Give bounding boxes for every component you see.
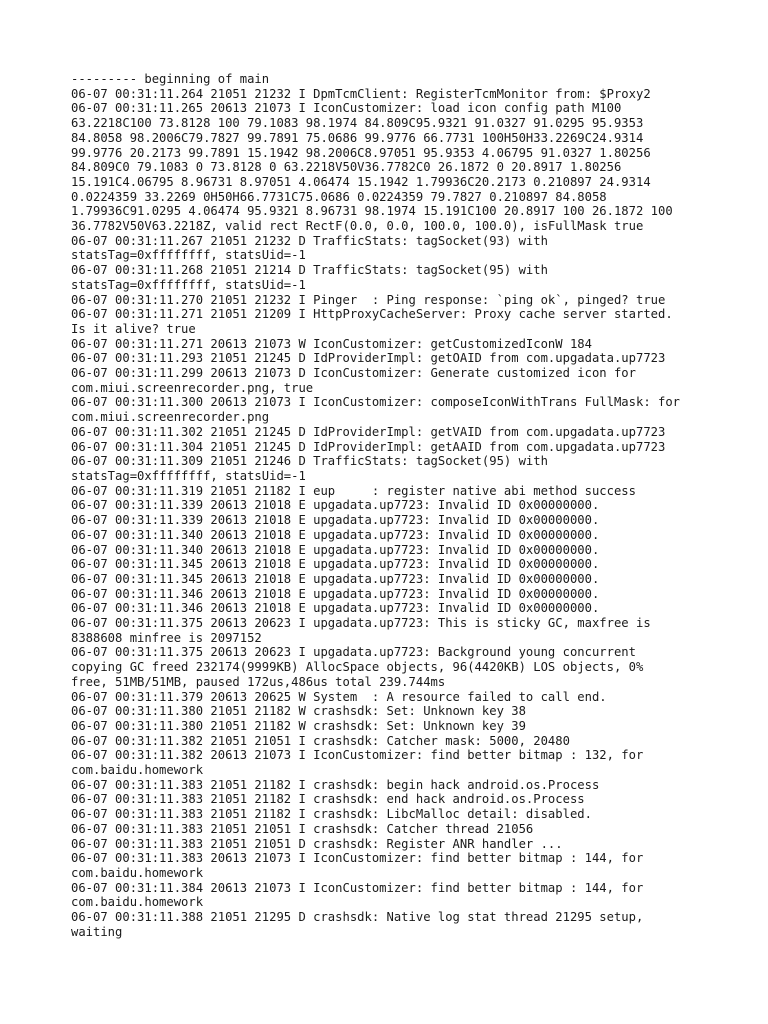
log-line: 06-07 00:31:11.382 21051 21051 I crashsdk: Catcher mask: 5000, 20480 xyxy=(71,733,570,748)
log-line: 06-07 00:31:11.319 21051 21182 I eup : register native abi method success xyxy=(71,483,636,498)
log-line: 06-07 00:31:11.339 20613 21018 E upgadata.up7723: Invalid ID 0x00000000. xyxy=(71,513,600,528)
log-line: statsTag=0xffffffff, statsUid=-1 xyxy=(71,468,306,483)
log-line: com.baidu.homework xyxy=(71,763,204,778)
log-line: 84.809C0 79.1083 0 73.8128 0 63.2218V50V36.7782C0 26.1872 0 20.8917 1.80256 xyxy=(71,160,622,175)
log-line: 06-07 00:31:11.309 21051 21246 D TrafficStats: tagSocket(95) with xyxy=(71,454,548,469)
log-line: 06-07 00:31:11.383 21051 21051 I crashsdk: Catcher thread 21056 xyxy=(71,821,534,836)
log-line: 06-07 00:31:11.388 21051 21295 D crashsdk: Native log stat thread 21295 setup, xyxy=(71,910,644,925)
log-line: 06-07 00:31:11.383 21051 21182 I crashsdk: begin hack android.os.Process xyxy=(71,777,600,792)
log-line: 06-07 00:31:11.304 21051 21245 D IdProviderImpl: getAAID from com.upgadata.up7723 xyxy=(71,439,666,454)
log-line: 06-07 00:31:11.302 21051 21245 D IdProviderImpl: getVAID from com.upgadata.up7723 xyxy=(71,424,666,439)
log-line: 63.2218C100 73.8128 100 79.1083 98.1974 84.809C95.9321 91.0327 91.0295 95.9353 xyxy=(71,116,644,131)
log-line: com.miui.screenrecorder.png xyxy=(71,410,270,425)
log-line: 06-07 00:31:11.340 20613 21018 E upgadata.up7723: Invalid ID 0x00000000. xyxy=(71,542,600,557)
log-line: 06-07 00:31:11.271 21051 21209 I HttpProxyCacheServer: Proxy cache server started. xyxy=(71,307,673,322)
log-line: 06-07 00:31:11.346 20613 21018 E upgadata.up7723: Invalid ID 0x00000000. xyxy=(71,601,600,616)
log-line: 06-07 00:31:11.380 21051 21182 W crashsdk: Set: Unknown key 39 xyxy=(71,718,526,733)
log-line: 06-07 00:31:11.384 20613 21073 I IconCustomizer: find better bitmap : 144, for xyxy=(71,880,644,895)
log-line: 99.9776 20.2173 99.7891 15.1942 98.2006C8.97051 95.9353 4.06795 91.0327 1.80256 xyxy=(71,145,651,160)
log-line: 8388608 minfree is 2097152 xyxy=(71,630,262,645)
log-line: --------- beginning of main xyxy=(71,72,270,86)
log-line: 06-07 00:31:11.382 20613 21073 I IconCustomizer: find better bitmap : 132, for xyxy=(71,748,644,763)
log-output xyxy=(71,72,711,939)
log-line: 06-07 00:31:11.383 21051 21051 D crashsdk: Register ANR handler ... xyxy=(71,836,563,851)
log-line: 06-07 00:31:11.268 21051 21214 D TrafficStats: tagSocket(95) with xyxy=(71,263,548,278)
log-line: 06-07 00:31:11.345 20613 21018 E upgadata.up7723: Invalid ID 0x00000000. xyxy=(71,571,600,586)
log-line: 06-07 00:31:11.299 20613 21073 D IconCustomizer: Generate customized icon for xyxy=(71,366,636,381)
log-line: 36.7782V50V63.2218Z, valid rect RectF(0.0, 0.0, 100.0, 100.0), isFullMask true xyxy=(71,219,644,234)
log-line: 06-07 00:31:11.270 21051 21232 I Pinger : Ping response: `ping ok`, pinged? true xyxy=(71,292,666,307)
log-line: 06-07 00:31:11.293 21051 21245 D IdProviderImpl: getOAID from com.upgadata.up7723 xyxy=(71,351,666,366)
log-line: 06-07 00:31:11.375 20613 20623 I upgadata.up7723: Background young concurrent xyxy=(71,645,636,660)
log-line: Is it alive? true xyxy=(71,321,196,336)
log-line: 06-07 00:31:11.340 20613 21018 E upgadata.up7723: Invalid ID 0x00000000. xyxy=(71,527,600,542)
log-line: com.baidu.homework xyxy=(71,895,204,910)
log-line: com.miui.screenrecorder.png, true xyxy=(71,380,314,395)
log-line: 06-07 00:31:11.345 20613 21018 E upgadata.up7723: Invalid ID 0x00000000. xyxy=(71,557,600,572)
log-line: waiting xyxy=(71,924,123,939)
log-line: 06-07 00:31:11.383 20613 21073 I IconCustomizer: find better bitmap : 144, for xyxy=(71,851,644,866)
log-line: 06-07 00:31:11.264 21051 21232 I DpmTcmClient: RegisterTcmMonitor from: $Proxy2 xyxy=(71,86,651,101)
log-line: free, 51MB/51MB, paused 172us,486us total 239.744ms xyxy=(71,674,446,689)
log-line: statsTag=0xffffffff, statsUid=-1 xyxy=(71,277,306,292)
log-line: 06-07 00:31:11.267 21051 21232 D TrafficStats: tagSocket(93) with xyxy=(71,233,548,248)
log-line: statsTag=0xffffffff, statsUid=-1 xyxy=(71,248,306,263)
log-line: 06-07 00:31:11.265 20613 21073 I IconCustomizer: load icon config path M100 xyxy=(71,101,622,116)
log-line: 06-07 00:31:11.375 20613 20623 I upgadata.up7723: This is sticky GC, maxfree is xyxy=(71,616,651,631)
log-line: 06-07 00:31:11.300 20613 21073 I IconCustomizer: composeIconWithTrans FullMask: for xyxy=(71,395,681,410)
log-line: 15.191C4.06795 8.96731 8.97051 4.06474 15.1942 1.79936C20.2173 0.210897 24.9314 xyxy=(71,174,651,189)
log-line: copying GC freed 232174(9999KB) AllocSpace objects, 96(4420KB) LOS objects, 0% xyxy=(71,660,644,675)
log-line: 06-07 00:31:11.346 20613 21018 E upgadata.up7723: Invalid ID 0x00000000. xyxy=(71,586,600,601)
log-line: 06-07 00:31:11.383 21051 21182 I crashsdk: end hack android.os.Process xyxy=(71,792,585,807)
log-line: 06-07 00:31:11.271 20613 21073 W IconCustomizer: getCustomizedIconW 184 xyxy=(71,336,592,351)
log-line: 06-07 00:31:11.379 20613 20625 W System : A resource failed to call end. xyxy=(71,689,607,704)
log-line: 1.79936C91.0295 4.06474 95.9321 8.96731 98.1974 15.191C100 20.8917 100 26.1872 100 xyxy=(71,204,673,219)
log-line: 84.8058 98.2006C79.7827 99.7891 75.0686 99.9776 66.7731 100H50H33.2269C24.9314 xyxy=(71,130,644,145)
log-line: 06-07 00:31:11.339 20613 21018 E upgadata.up7723: Invalid ID 0x00000000. xyxy=(71,498,600,513)
log-line: com.baidu.homework xyxy=(71,865,204,880)
log-line: 06-07 00:31:11.380 21051 21182 W crashsdk: Set: Unknown key 38 xyxy=(71,704,526,719)
log-line: 06-07 00:31:11.383 21051 21182 I crashsdk: LibcMalloc detail: disabled. xyxy=(71,807,592,822)
log-line: 0.0224359 33.2269 0H50H66.7731C75.0686 0.0224359 79.7827 0.210897 84.8058 xyxy=(71,189,607,204)
